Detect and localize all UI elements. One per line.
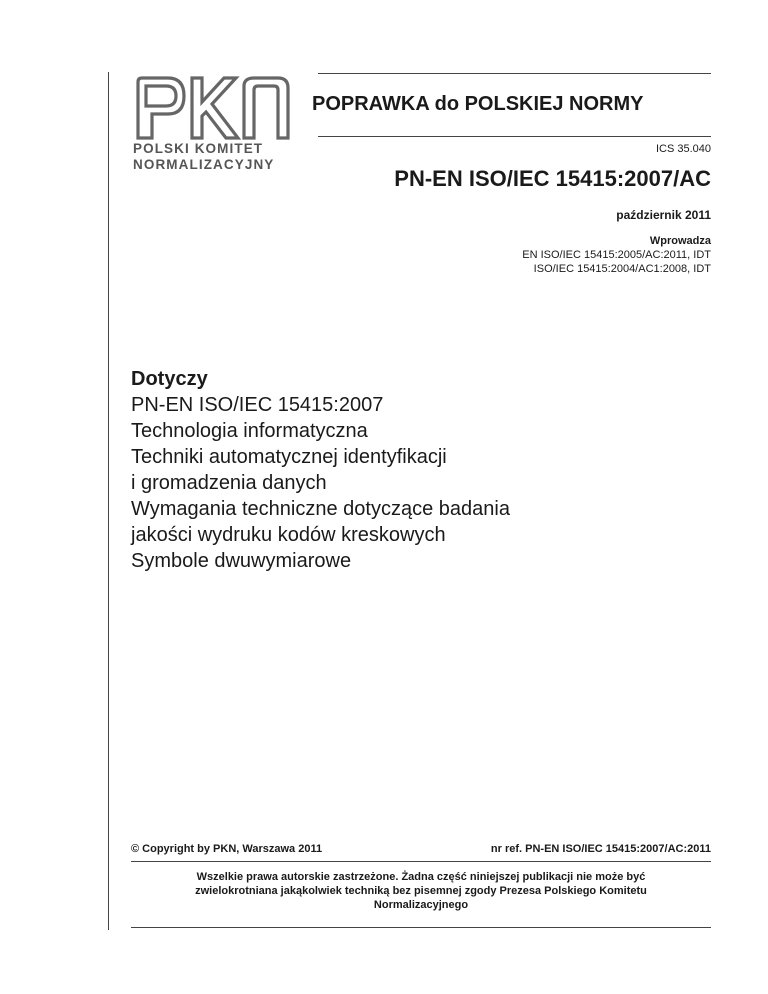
concerns-line: PN-EN ISO/IEC 15415:2007 — [131, 394, 384, 416]
footer-rule-top — [131, 861, 711, 862]
concerns-line: Wymagania techniczne dotyczące badania — [131, 498, 510, 520]
ics-code: ICS 35.040 — [655, 143, 711, 155]
pkn-logo — [132, 74, 294, 140]
concerns-label: Dotyczy — [131, 368, 208, 390]
rights-notice — [131, 870, 711, 912]
logo-line-1: POLSKI KOMITET — [133, 141, 264, 156]
standard-number: PN-EN ISO/IEC 15415:2007/AC — [394, 166, 711, 191]
concerns-line: jakości wydruku kodów kreskowych — [131, 524, 446, 546]
rights-line: Wszelkie prawa autorskie zastrzeżone. Żadna część niniejszej publikacji nie może być — [196, 871, 646, 883]
document-type-title: POPRAWKA do POLSKIEJ NORMY — [312, 93, 644, 115]
concerns-line: Symbole dwuwymiarowe — [131, 550, 352, 572]
left-margin-line — [108, 72, 109, 930]
footer-rule-bottom — [131, 927, 711, 928]
reference-number: nr ref. PN-EN ISO/IEC 15415:2007/AC:2011 — [490, 843, 711, 855]
concerns-block — [131, 366, 510, 574]
introduces-item: EN ISO/IEC 15415:2005/AC:2011, IDT — [522, 249, 711, 261]
title-rule — [318, 136, 711, 137]
logo-line-2: NORMALIZACYJNY — [133, 157, 275, 172]
rights-line: zwielokrotniana jakąkolwiek techniką bez pisemnej zgody Prezesa Polskiego Komitetu — [195, 885, 647, 897]
introduces-label: Wprowadza — [649, 235, 711, 247]
publication-date: październik 2011 — [616, 208, 711, 222]
concerns-line: Technologia informatyczna — [131, 420, 368, 442]
rights-line: Normalizacyjnego — [373, 899, 469, 911]
concerns-line: i gromadzenia danych — [131, 472, 327, 494]
introduces-item: ISO/IEC 15415:2004/AC1:2008, IDT — [533, 263, 711, 275]
top-rule — [318, 73, 711, 74]
copyright: © Copyright by PKN, Warszawa 2011 — [131, 843, 323, 855]
concerns-line: Techniki automatycznej identyfikacji — [131, 446, 447, 468]
